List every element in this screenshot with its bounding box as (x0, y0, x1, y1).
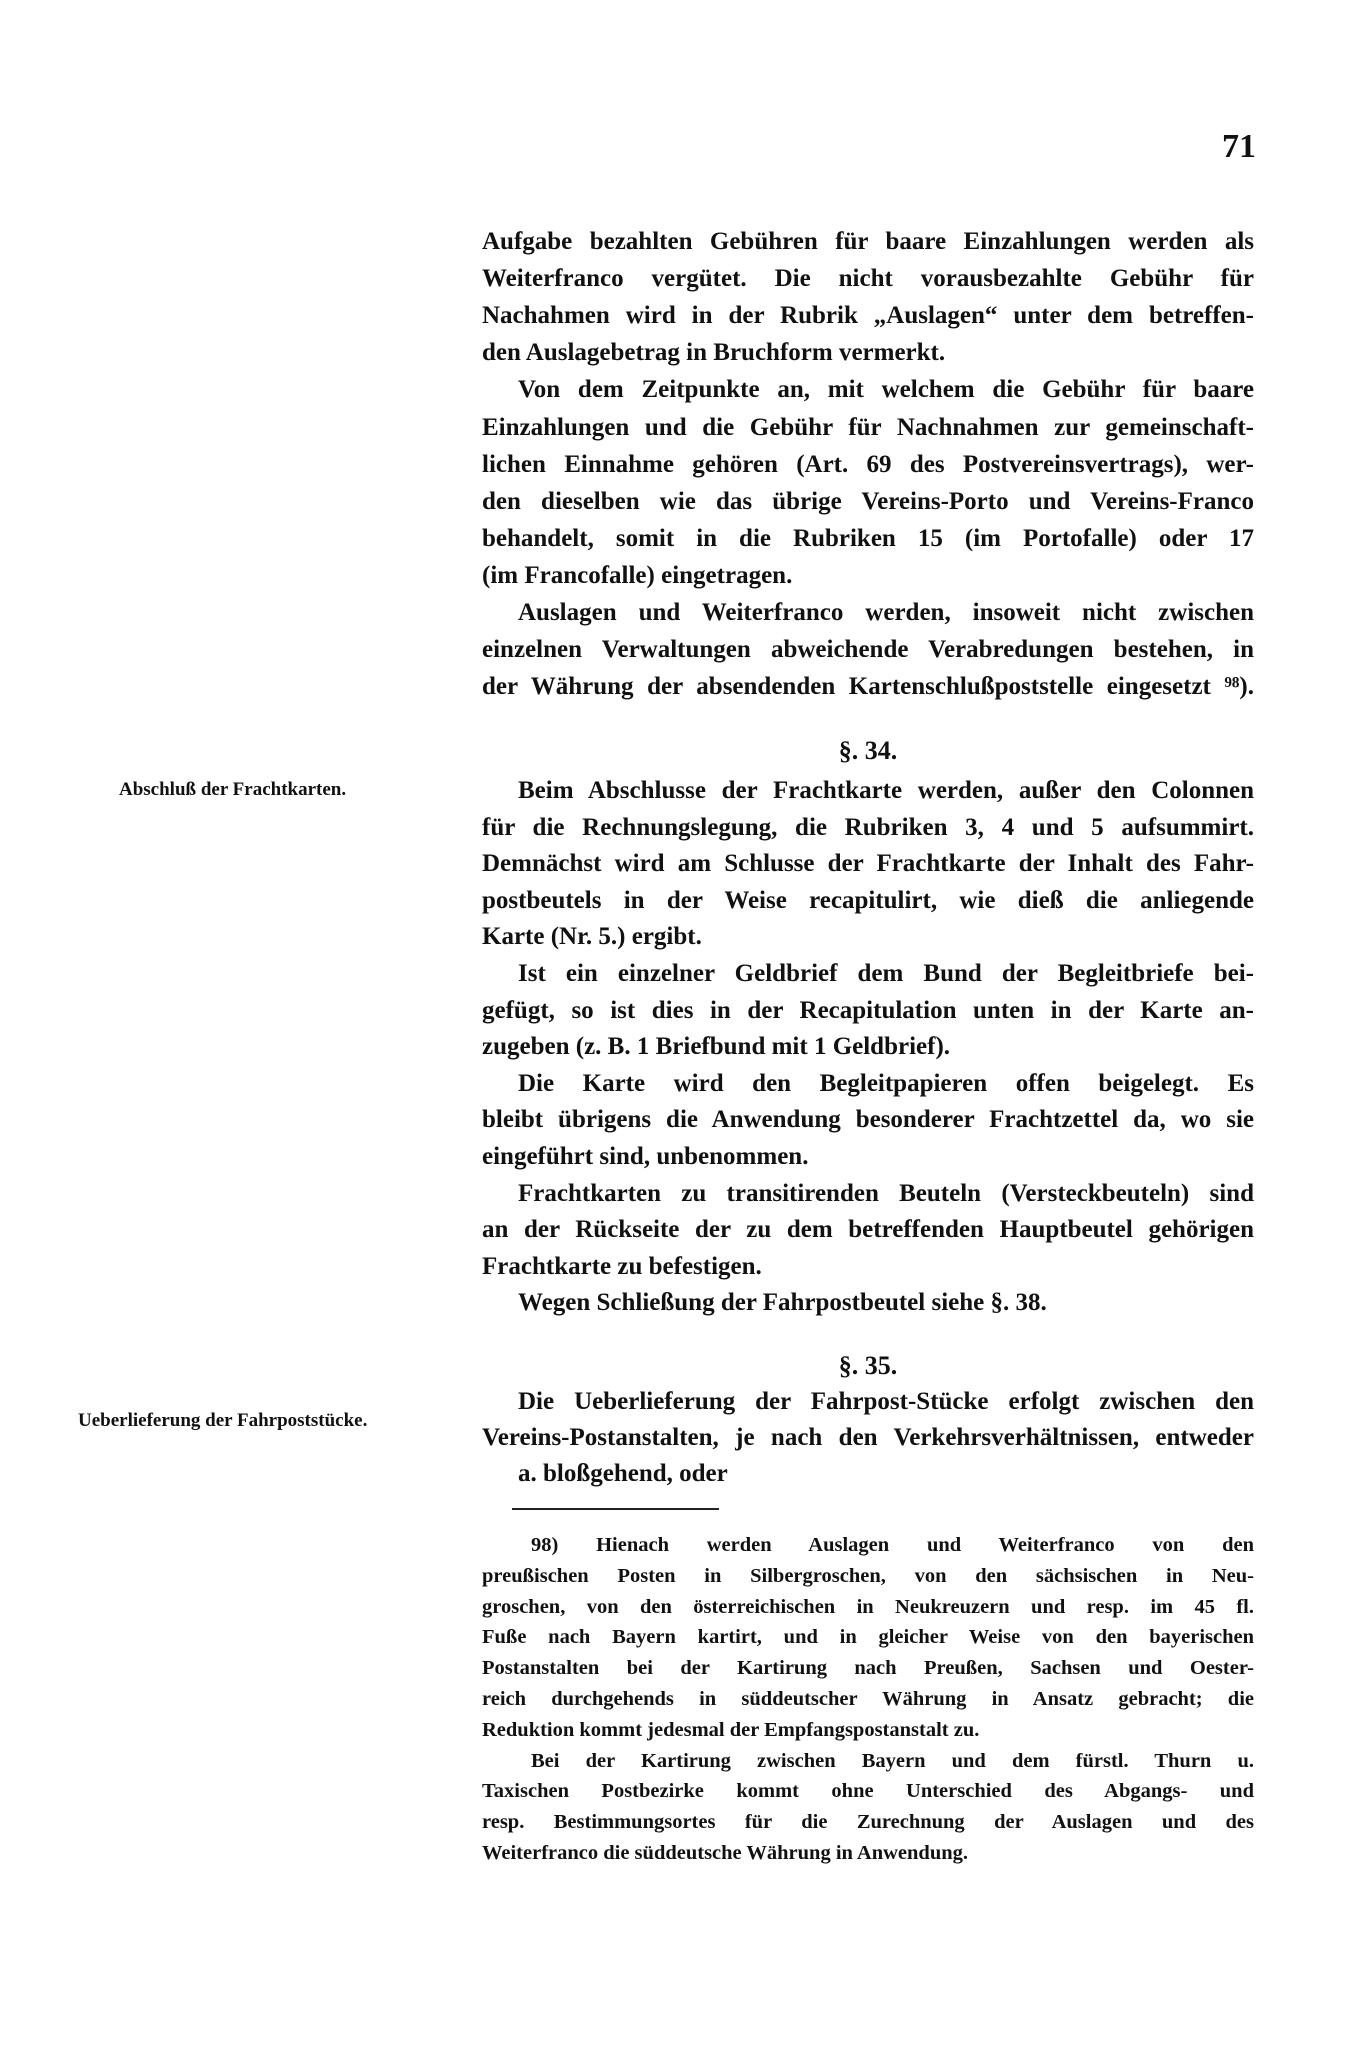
text-line: an der Rückseite der zu dem betreffenden Hauptbeutel gehörigen (482, 1216, 1254, 1244)
text-line: Frachtkarte zu befestigen. (482, 1252, 762, 1280)
text-line: lichen Einnahme gehören (Art. 69 des Postvereinsvertrags), wer- (482, 450, 1254, 478)
text-line: Weiterfranco vergütet. Die nicht vorausbezahlte Gebühr für (482, 265, 1254, 293)
text-line: Nachahmen wird in der Rubrik „Auslagen“ unter dem betreffen- (482, 302, 1254, 330)
text-line: bleibt übrigens die Anwendung besonderer Frachtzettel da, wo sie (482, 1106, 1254, 1134)
footnote-line: reich durchgehends in süddeutscher Währung in Ansatz gebracht; die (482, 1688, 1254, 1710)
text-line: Einzahlungen und die Gebühr für Nachnahmen zur gemeinschaft- (482, 413, 1254, 441)
text-line: Beim Abschlusse der Frachtkarte werden, außer den Colonnen (518, 777, 1254, 804)
text-line: (im Francofalle) eingetragen. (482, 561, 793, 589)
text-line: postbeutels in der Weise recapitulirt, wie dieß die anliegende (482, 886, 1254, 914)
text-line: einzelnen Verwaltungen abweichende Verabredungen bestehen, in (482, 636, 1254, 664)
text-line: der Währung der absendenden Kartenschlußpoststelle eingesetzt ⁹⁸). (482, 673, 1254, 701)
text-line: Frachtkarten zu transitirenden Beuteln (Versteckbeuteln) sind (518, 1179, 1254, 1207)
footnote-line: Taxischen Postbezirke kommt ohne Unterschied des Abgangs- und (482, 1780, 1254, 1803)
footnote-line: Bei der Kartirung zwischen Bayern und dem fürstl. Thurn u. (531, 1749, 1254, 1772)
section-heading-34: §. 34. (838, 736, 898, 765)
text-line: Vereins-Postanstalten, je nach den Verkehrsverhältnissen, entweder (482, 1424, 1254, 1452)
text-line: Die Karte wird den Begleitpapieren offen beigelegt. Es (518, 1069, 1254, 1097)
page-number: 71 (1222, 128, 1256, 165)
text-line: eingeführt sind, unbenommen. (482, 1143, 809, 1170)
footnote-divider (512, 1508, 719, 1510)
text-line: Karte (Nr. 5.) ergibt. (482, 923, 702, 951)
text-line: Aufgabe bezahlten Gebühren für baare Einzahlungen werden als (482, 228, 1254, 255)
text-line: für die Rechnungslegung, die Rubriken 3, 4 und 5 aufsummirt. (482, 813, 1254, 841)
text-line: den dieselben wie das übrige Vereins-Porto und Vereins-Franco (482, 487, 1254, 515)
footnote-line: 98) Hienach werden Auslagen und Weiterfranco von den (531, 1534, 1254, 1556)
text-line: Die Ueberlieferung der Fahrpost-Stücke erfolgt zwischen den (518, 1388, 1254, 1415)
footnote-line: preußischen Posten in Silbergroschen, von den sächsischen in Neu- (482, 1564, 1254, 1587)
footnote-line: Reduktion kommt jedesmal der Empfangspostanstalt zu. (482, 1718, 980, 1741)
text-line: Demnächst wird am Schlusse der Frachtkarte der Inhalt des Fahr- (482, 850, 1254, 878)
text-line: Von dem Zeitpunkte an, mit welchem die Gebühr für baare (518, 376, 1254, 404)
text-line: behandelt, somit in die Rubriken 15 (im Portofalle) oder 17 (482, 524, 1254, 552)
text-line: zugeben (z. B. 1 Briefbund mit 1 Geldbrief). (482, 1033, 951, 1061)
text-line: Ist ein einzelner Geldbrief dem Bund der Begleitbriefe bei- (518, 960, 1254, 987)
text-line: Auslagen und Weiterfranco werden, insoweit nicht zwischen (518, 599, 1254, 626)
text-line: Wegen Schließung der Fahrpostbeutel siehe §. 38. (518, 1289, 1047, 1317)
text-line: a. bloßgehend, oder (518, 1460, 728, 1488)
footnote-line: resp. Bestimmungsortes für die Zurechnung der Auslagen und des (482, 1811, 1254, 1834)
footnote-line: groschen, von den österreichischen in Neukreuzern und resp. im 45 fl. (482, 1595, 1254, 1618)
text-line: gefügt, so ist dies in der Recapitulation unten in der Karte an- (482, 996, 1254, 1024)
footnote-line: Postanstalten bei der Kartirung nach Preußen, Sachsen und Oester- (482, 1657, 1254, 1680)
margin-note-34: Abschluß der Frachtkarten. (119, 779, 347, 800)
section-heading-35: §. 35. (838, 1351, 898, 1380)
text-line: den Auslagebetrag in Bruchform vermerkt. (482, 339, 946, 367)
footnote-line: Fuße nach Bayern kartirt, und in gleicher Weise von den bayerischen (482, 1626, 1254, 1649)
margin-note-35: Ueberlieferung der Fahrpoststücke. (78, 1410, 368, 1431)
footnote-line: Weiterfranco die süddeutsche Währung in Anwendung. (482, 1842, 969, 1864)
